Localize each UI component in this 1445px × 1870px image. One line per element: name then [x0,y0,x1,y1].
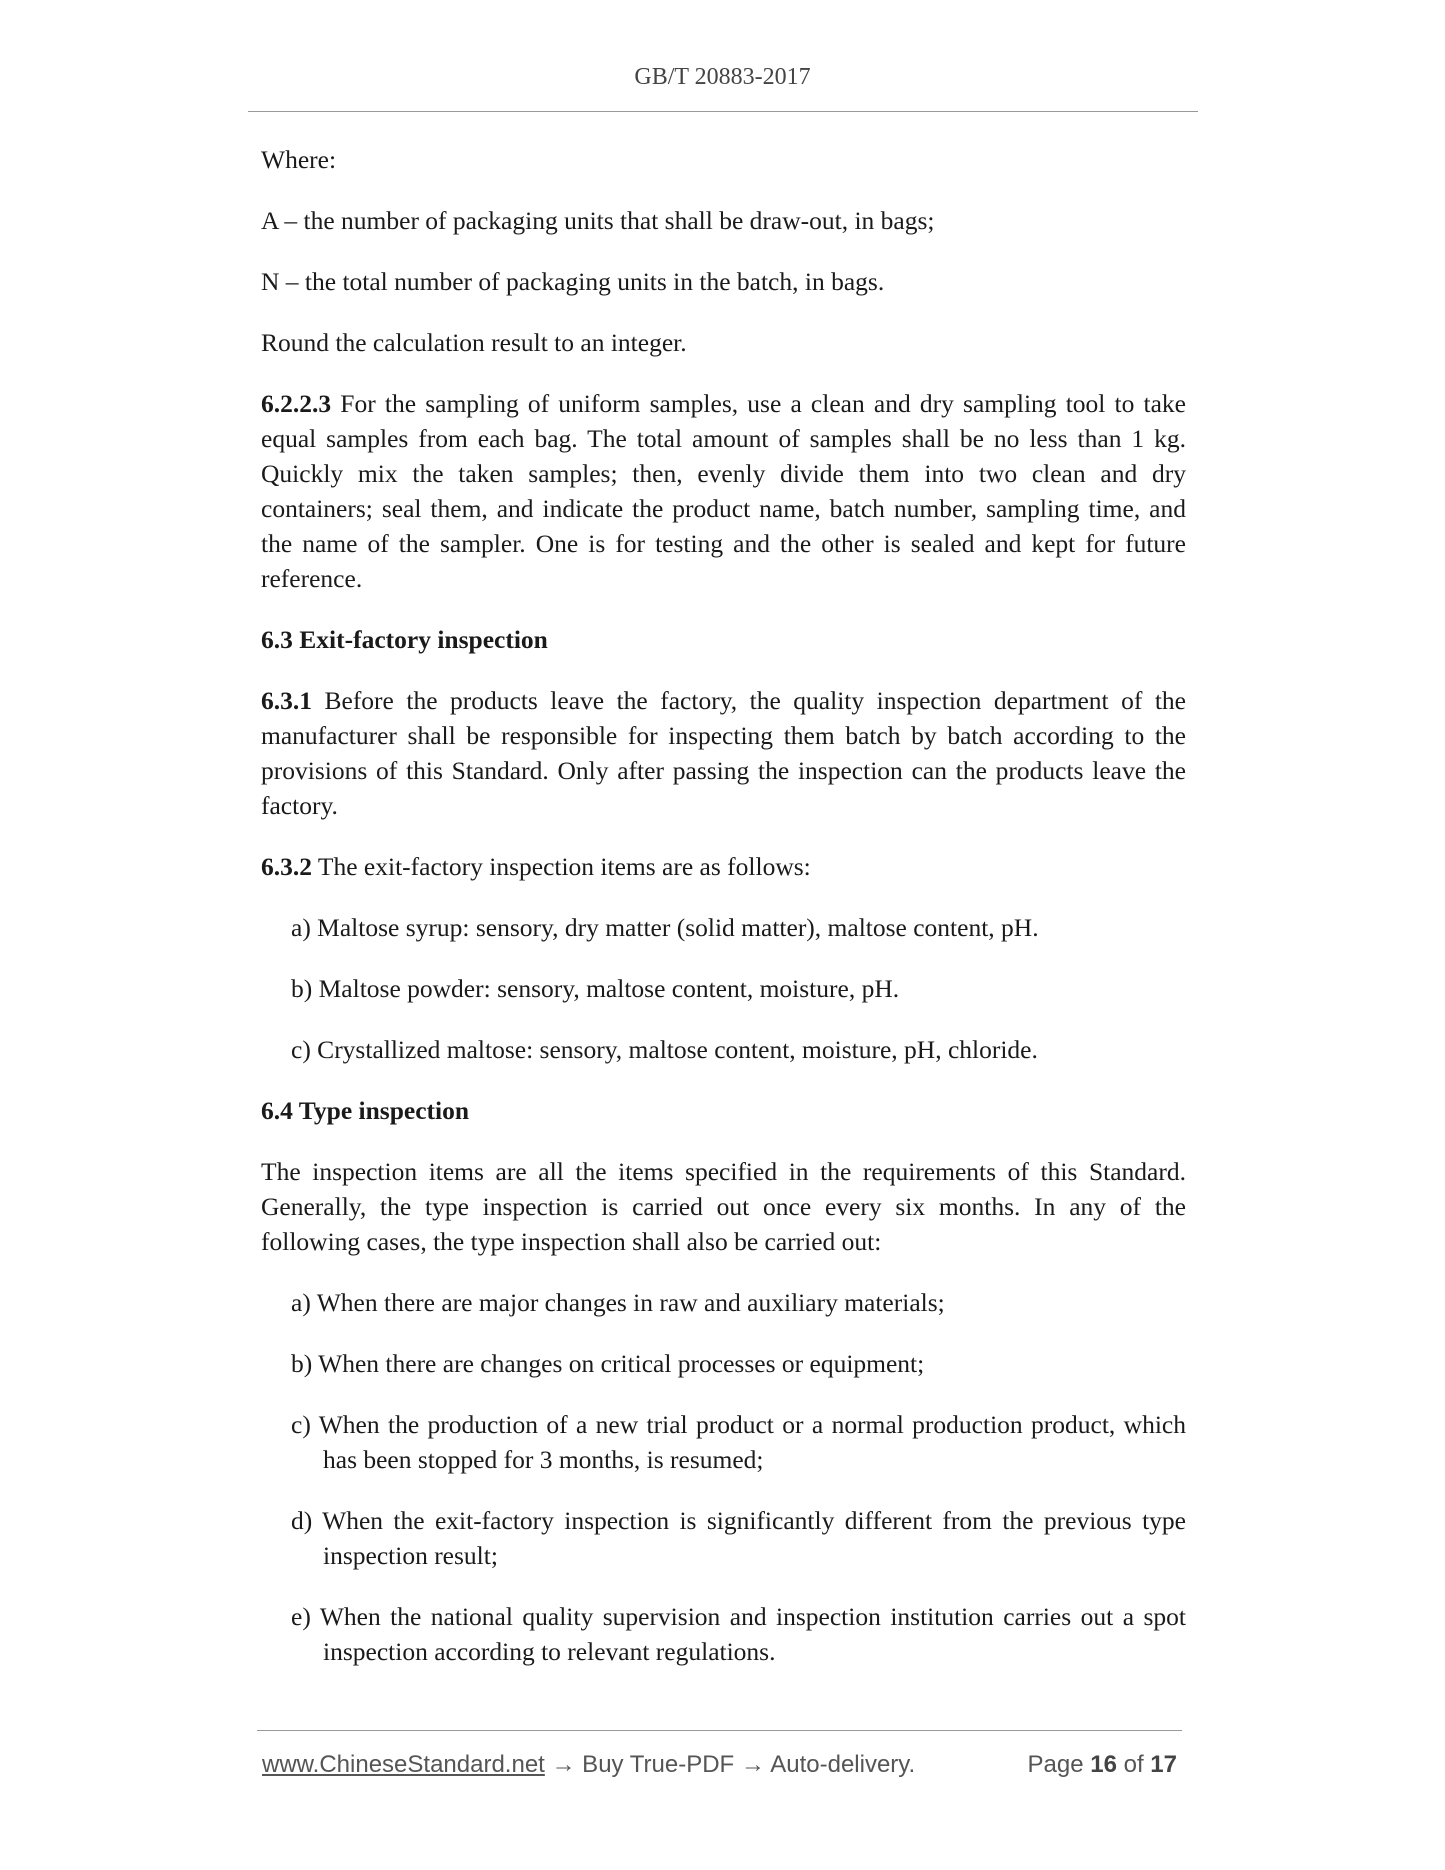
clause-6-3-1 [261,683,1186,823]
clause-number: 6.3.1 [261,686,312,715]
page-current: 16 [1090,1751,1117,1778]
type-item-b: b) When there are changes on critical processes or equipment; [291,1349,925,1378]
page-footer [262,1751,1177,1779]
clause-text: The exit-factory inspection items are as follows: [312,852,811,881]
page-word: Page [1027,1751,1091,1778]
rounding-note: Round the calculation result to an integer. [261,328,687,357]
clause-number: 6.2.2.3 [261,389,332,418]
promo-text: → Buy True-PDF → Auto-delivery. [544,1751,916,1778]
running-header: GB/T 20883-2017 [634,64,811,90]
type-inspection-paragraph: The inspection items are all the items specified in the requirements of this Standard. Generally, the type inspection is carried out once every six months. In any of the following cases, the type inspection shall also be carried out: [261,1157,1186,1256]
of-word: of [1116,1751,1151,1778]
page-total: 17 [1150,1751,1177,1778]
clause-text: Before the products leave the factory, the quality inspection department of the manufacturer shall be responsible for inspecting them batch by batch according to the provisions of this Standard. Only after passing the inspection can the products leave the factory. [261,686,1186,820]
where-label: Where: [261,145,337,174]
type-item-d: d) When the exit-factory inspection is significantly different from the previous type inspection result; [291,1506,1186,1570]
definition-a: A – the number of packaging units that shall be draw-out, in bags; [261,206,935,235]
section-heading-6-4: 6.4 Type inspection [261,1096,470,1125]
clause-number: 6.3.2 [261,852,312,881]
type-item-a: a) When there are major changes in raw and auxiliary materials; [291,1288,945,1317]
clause-text: For the sampling of uniform samples, use a clean and dry sampling tool to take equal samples from each bag. The total amount of samples shall be no less than 1 kg. Quickly mix the taken samples; then, evenly divide them into two clean and dry containers; seal them, and indicate the product name, batch number, sampling time, and the name of the sampler. One is for testing and the other is sealed and kept for future reference. [261,389,1186,593]
clause-6-2-2-3 [261,386,1186,596]
section-heading-6-3: 6.3 Exit-factory inspection [261,625,548,654]
type-item-c: c) When the production of a new trial product or a normal production product, which has been stopped for 3 months, is resumed; [291,1410,1186,1474]
exit-item-c: c) Crystallized maltose: sensory, maltose content, moisture, pH, chloride. [291,1035,1038,1064]
page-indicator [1028,1751,1177,1779]
footer-promo [262,1751,915,1779]
exit-item-a: a) Maltose syrup: sensory, dry matter (solid matter), maltose content, pH. [291,913,1039,942]
page-body [261,142,1186,1695]
footer-divider [257,1730,1182,1731]
clause-6-3-2 [261,849,1186,884]
type-item-e: e) When the national quality supervision and inspection institution carries out a spot inspection according to relevant regulations. [291,1602,1186,1666]
definition-n: N – the total number of packaging units in the batch, in bags. [261,267,885,296]
exit-item-b: b) Maltose powder: sensory, maltose content, moisture, pH. [291,974,900,1003]
site-link[interactable]: www.ChineseStandard.net [262,1751,545,1778]
header-divider [248,111,1198,112]
